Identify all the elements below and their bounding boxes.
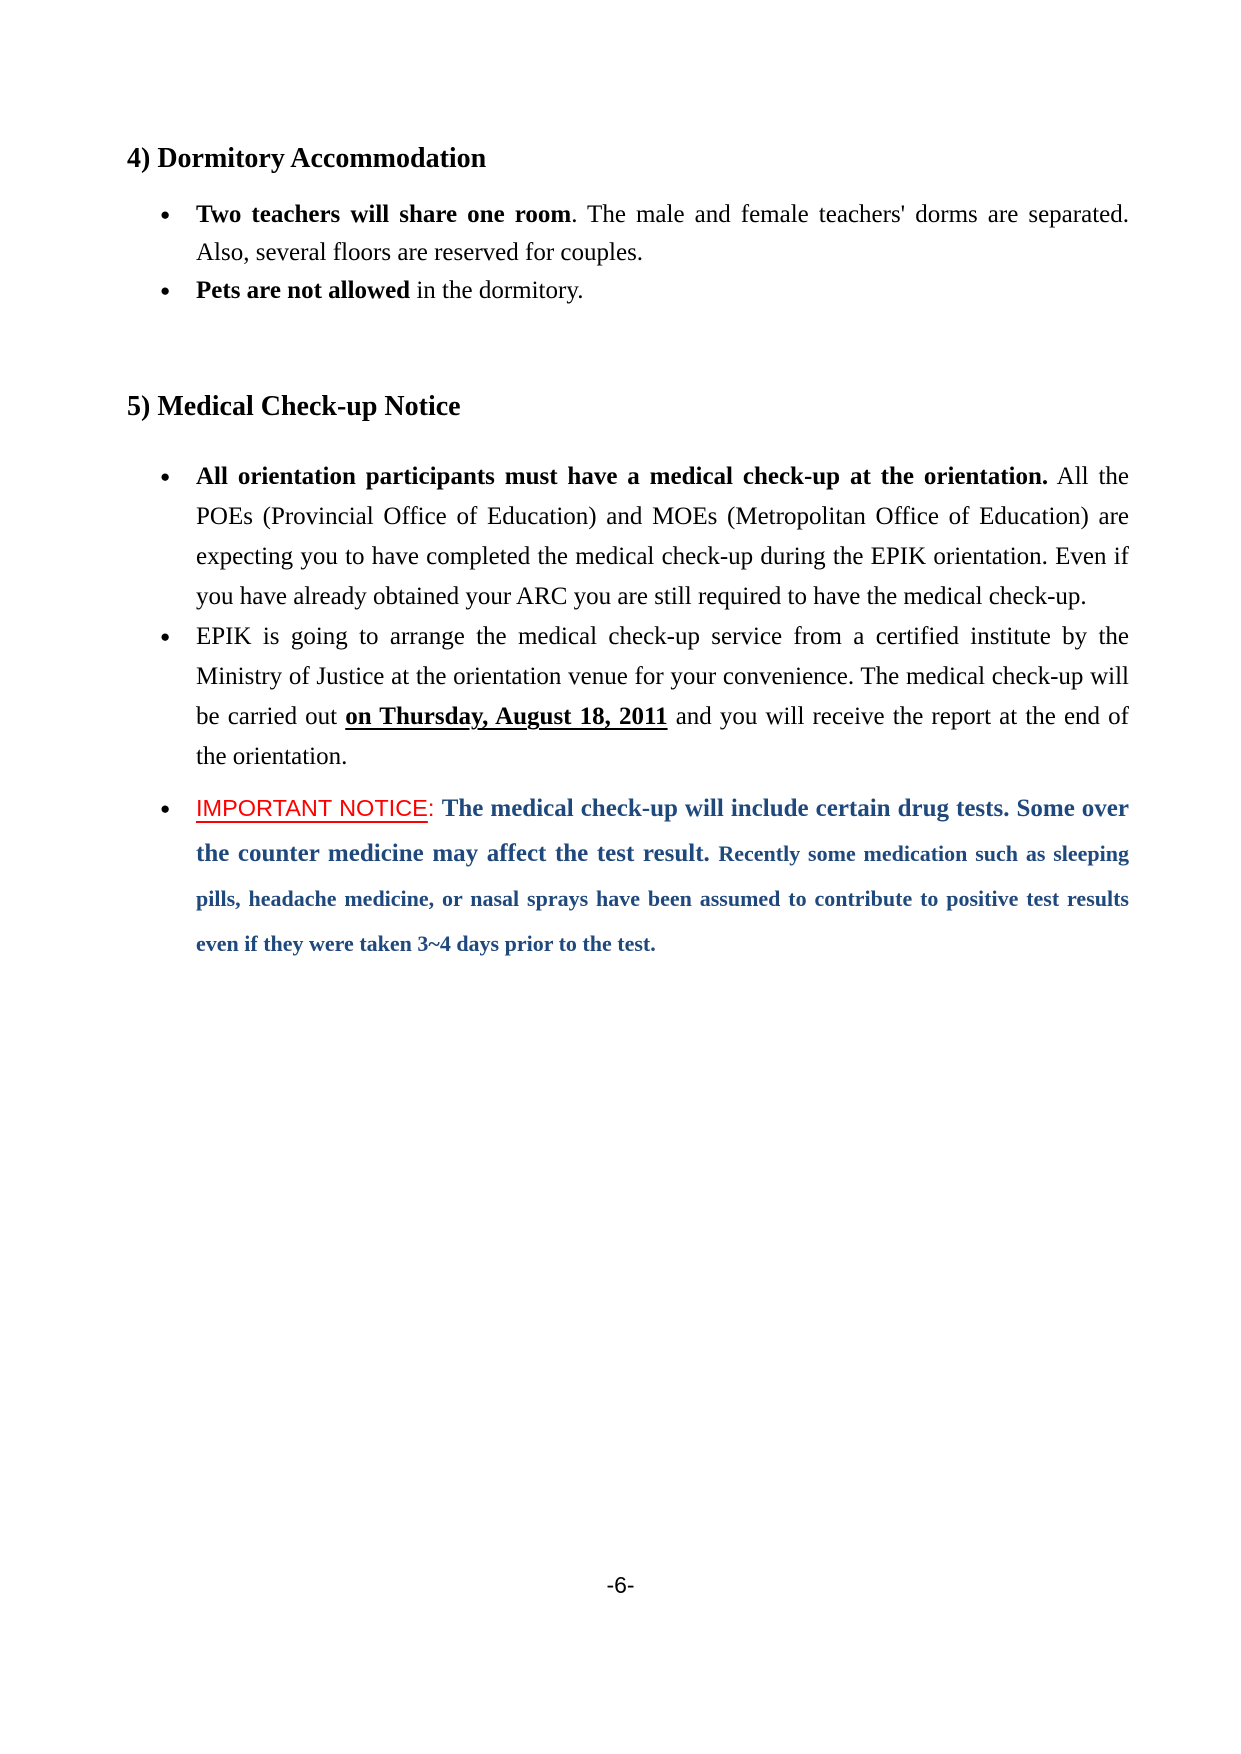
- page-number: -6-: [606, 1572, 635, 1598]
- bullet-icon: ●: [160, 280, 171, 300]
- bullet-text: All the POEs (Provincial Office of Education) and MOEs (Metropolitan Office of Education) are expecting you to have completed the medical check-up during the EPIK orientation. Even if you have already obtained your ARC you are still required to have the medical check-up.: [196, 463, 1130, 611]
- bullet-text-bold: Pets are not allowed: [196, 276, 411, 304]
- bullet-item-pets: [127, 272, 1129, 310]
- bullet-text: and you will receive the report at the end of the orientation.: [196, 703, 1129, 771]
- bullet-text: . The male and female teachers' dorms are separated. Also, several floors are reserved for couples.: [196, 200, 1129, 266]
- bullet-icon: ●: [160, 627, 171, 647]
- notice-text-medication-detail: Recently some medication such as sleeping pills, headache medicine, or nasal sprays have been assumed to contribute to positive test results even if they were taken 3~4 days prior to the test.: [196, 841, 1130, 957]
- notice-text-drug-tests: The medical check-up will include certain drug tests. Some over the counter medicine may affect the test result.: [196, 795, 1129, 868]
- document-page: [127, 0, 1129, 966]
- section-5-heading: 5) Medical Check-up Notice: [127, 390, 461, 422]
- important-notice-colon: :: [427, 795, 442, 822]
- section-5-bullet-list: [127, 457, 1129, 966]
- bullet-text-bold: Two teachers will share one room: [196, 200, 572, 228]
- bullet-item-room-sharing: [127, 196, 1129, 272]
- bullet-item-checkup-arrangement: [127, 617, 1129, 777]
- bullet-icon: ●: [160, 799, 171, 819]
- bullet-icon: ●: [160, 204, 171, 224]
- bullet-text: EPIK is going to arrange the medical check-up service from a certified institute by the Ministry of Justice at the orientation venue for your convenience. The medical check-up will be carried out: [196, 623, 1129, 731]
- section-4-bullet-list: [127, 196, 1129, 310]
- bullet-icon: ●: [160, 467, 171, 487]
- important-notice-label: IMPORTANT NOTICE: [196, 795, 428, 822]
- bullet-text-bold: All orientation participants must have a medical check-up at the orientation.: [196, 463, 1049, 491]
- bullet-item-medical-checkup-required: [127, 457, 1129, 617]
- bullet-text-date: on Thursday, August 18, 2011: [345, 703, 668, 731]
- bullet-text: in the dormitory.: [410, 276, 584, 304]
- bullet-item-important-notice: [127, 786, 1129, 966]
- section-4-heading: 4) Dormitory Accommodation: [127, 143, 487, 174]
